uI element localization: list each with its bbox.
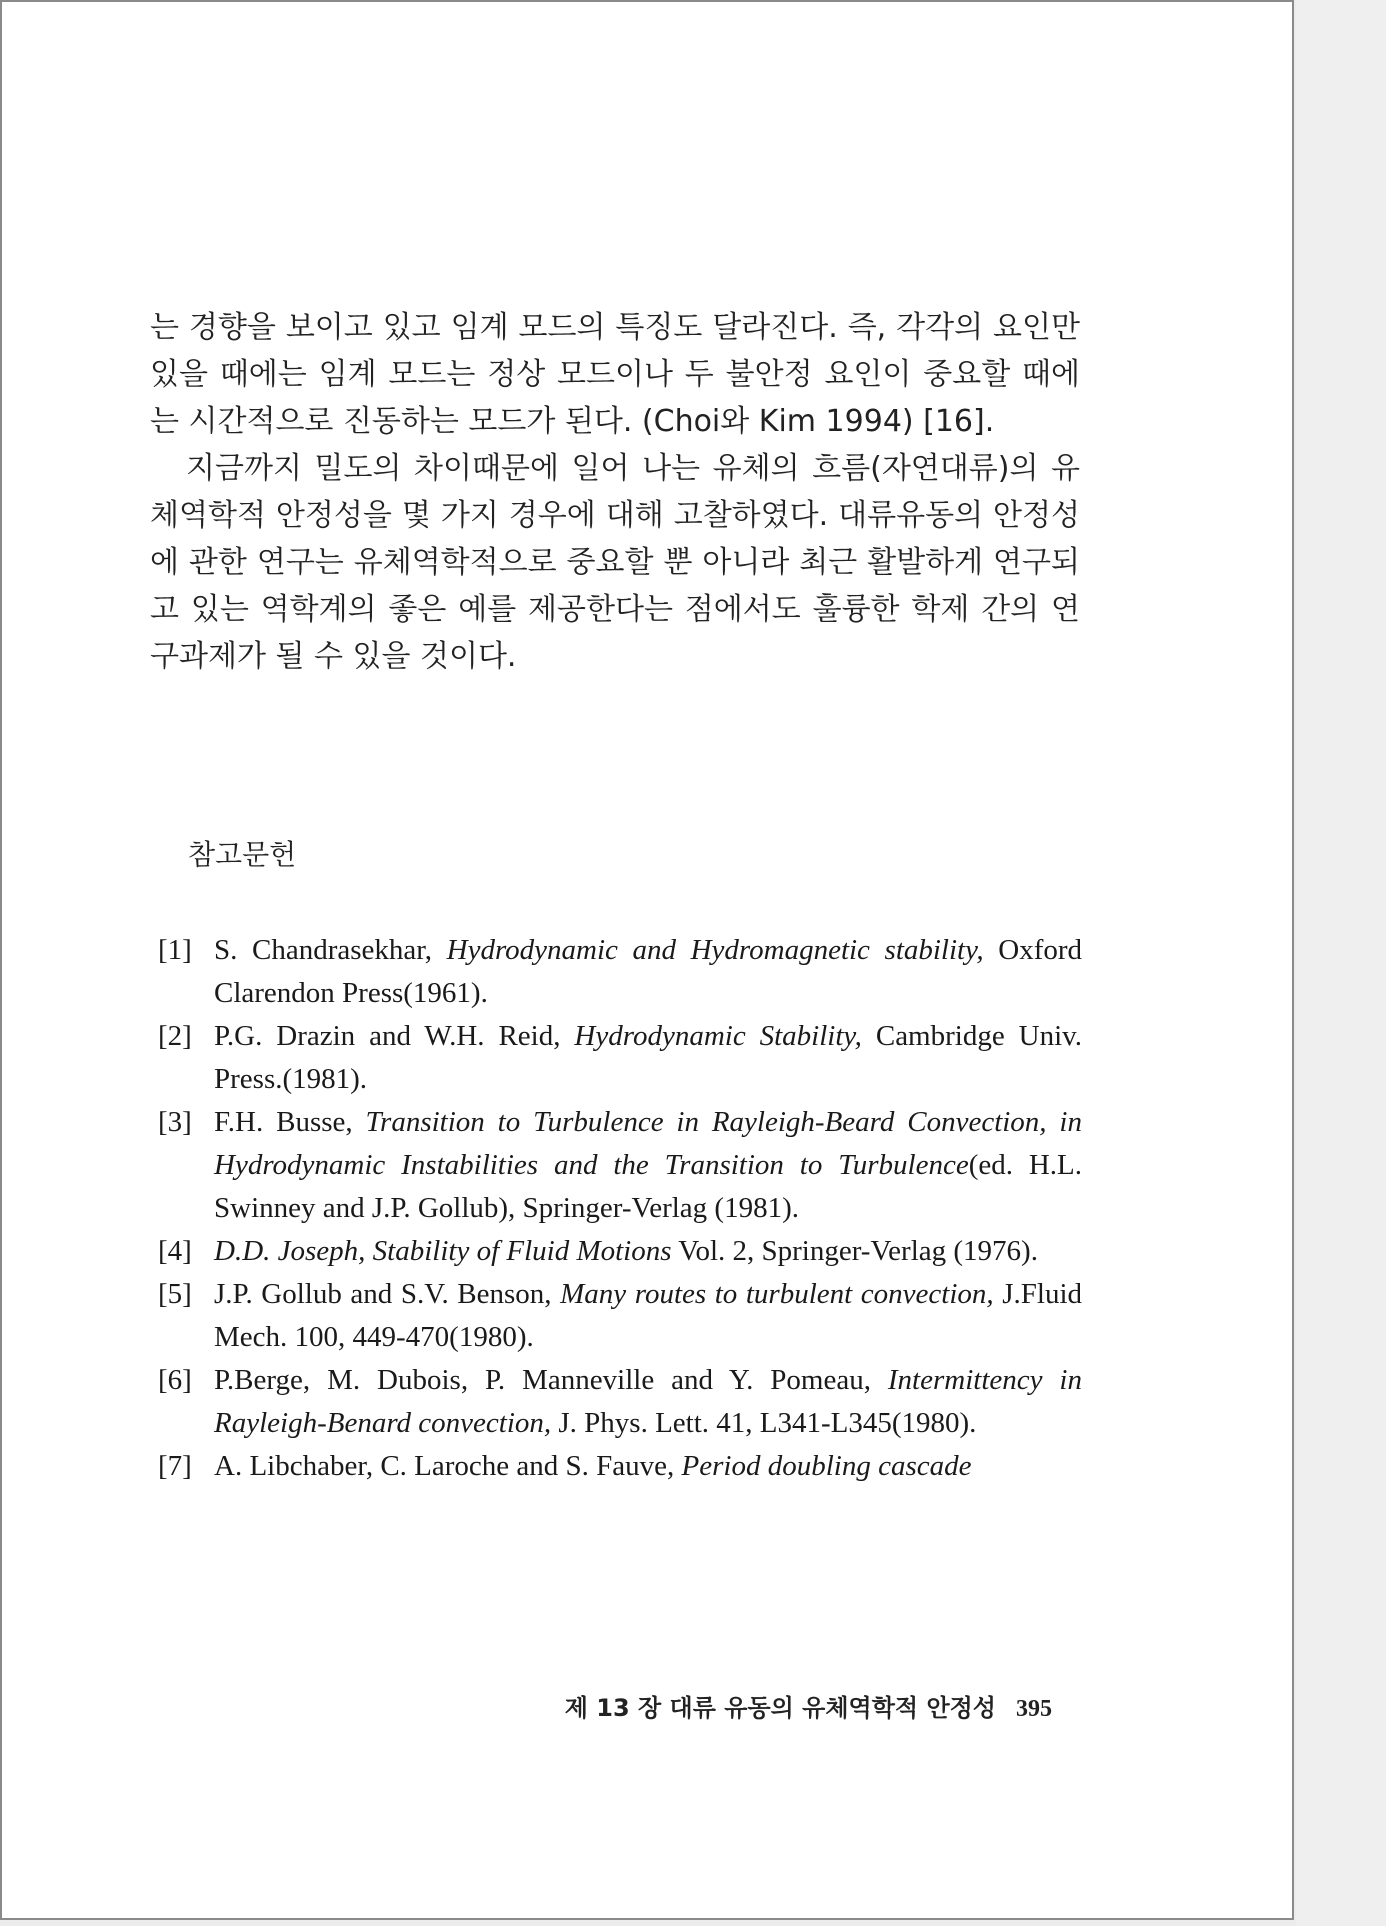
reference-item <box>158 1101 1082 1230</box>
page-number: 395 <box>1016 1696 1052 1722</box>
reference-number: [3] <box>158 1106 192 1138</box>
reference-authors: A. Libchaber, C. Laroche and S. Fauve, <box>214 1450 682 1482</box>
running-footer <box>492 1688 1052 1723</box>
reference-details: J.Fluid Mech. 100, 449-470(1980). <box>214 1278 1082 1353</box>
reference-number: [2] <box>158 1020 192 1052</box>
reference-authors: J.P. Gollub and S.V. Benson, <box>214 1278 561 1310</box>
paragraph: 는 경향을 보이고 있고 임계 모드의 특징도 달라진다. 즉, 각각의 요인만 있을 때에는 임계 모드는 정상 모드이나 두 불안정 요인이 중요할 때에는 시간적으로 진동하는 모드가 된다. (Choi와 Kim 1994) [16]. <box>150 310 1080 439</box>
reference-number: [5] <box>158 1278 192 1310</box>
section-title: 참고문헌 <box>188 838 297 871</box>
reference-title: Intermittency in Rayleigh-Benard convection, <box>214 1364 1082 1439</box>
reference-authors: P.Berge, M. Dubois, P. Manneville and Y. Pomeau, <box>214 1364 888 1396</box>
reference-title: Period doubling cascade <box>681 1450 972 1482</box>
paragraph: 지금까지 밀도의 차이때문에 일어 나는 유체의 흐름(자연대류)의 유체역학적 안정성을 몇 가지 경우에 대해 고찰하였다. 대류유동의 안정성에 관한 연구는 유체역학적으로 중요할 뿐 아니라 최근 활발하게 연구되고 있는 역학계의 좋은 예를 제공한다는 점에서도 훌륭한 학제 간의 연구과제가 될 수 있을 것이다. <box>150 451 1080 674</box>
reference-title: Many routes to turbulent convection, <box>560 1278 994 1310</box>
reference-list <box>158 929 1082 1488</box>
reference-details: (ed. H.L. Swinney and J.P. Gollub), Springer-Verlag (1981). <box>214 1149 1083 1224</box>
reference-number: [7] <box>158 1450 192 1482</box>
reference-item <box>158 1445 1082 1488</box>
reference-details: Cambridge Univ. Press.(1981). <box>214 1020 1082 1095</box>
reference-title: Hydrodynamic and Hydromagnetic stability, <box>446 934 984 966</box>
reference-number: [6] <box>158 1364 192 1396</box>
reference-item <box>158 1273 1082 1359</box>
reference-number: [1] <box>158 934 192 966</box>
reference-title: Transition to Turbulence in Rayleigh-Beard Convection, in Hydrodynamic Instabilities and the Transition to Turbulence <box>214 1106 1082 1181</box>
reference-item <box>158 929 1082 1015</box>
viewer-margin <box>1296 0 1386 1926</box>
reference-item <box>158 1230 1082 1273</box>
reference-authors: P.G. Drazin and W.H. Reid, <box>214 1020 575 1052</box>
reference-details: Oxford Clarendon Press(1961). <box>214 934 1083 1009</box>
body-text <box>150 304 1080 680</box>
chapter-title: 제 13 장 대류 유동의 유체역학적 안정성 <box>564 1694 996 1722</box>
reference-item <box>158 1359 1082 1445</box>
reference-title: D.D. Joseph, Stability of Fluid Motions <box>214 1235 672 1267</box>
reference-authors: F.H. Busse, <box>214 1106 366 1138</box>
reference-title: Hydrodynamic Stability, <box>574 1020 862 1052</box>
reference-details: J. Phys. Lett. 41, L341-L345(1980). <box>551 1407 977 1439</box>
reference-authors: S. Chandrasekhar, <box>214 934 447 966</box>
reference-number: [4] <box>158 1235 192 1267</box>
reference-details: Vol. 2, Springer-Verlag (1976). <box>671 1235 1038 1267</box>
reference-item <box>158 1015 1082 1101</box>
